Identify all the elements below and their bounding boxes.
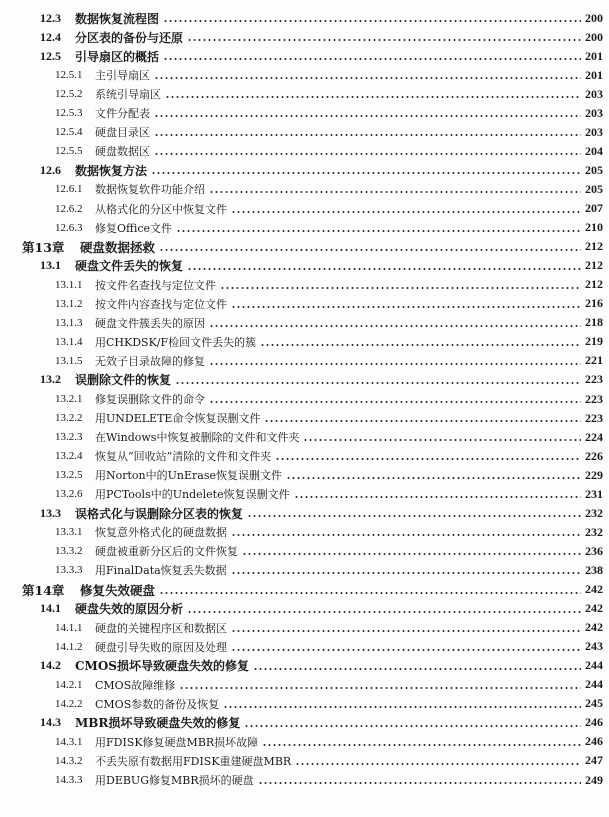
toc-entry-page: 219 bbox=[585, 334, 603, 349]
toc-entry-section bbox=[0, 257, 609, 275]
toc-entry-title: 按文件名查找与定位文件 bbox=[95, 278, 216, 292]
dot-leader bbox=[209, 191, 581, 193]
dot-leader bbox=[220, 287, 581, 289]
dot-leader bbox=[163, 58, 581, 60]
toc-entry-number: 13.2.6 bbox=[55, 488, 83, 501]
toc-entry-title: 数据恢复软件功能介绍 bbox=[95, 183, 205, 197]
toc-entry-page: 204 bbox=[585, 143, 603, 158]
dot-leader bbox=[275, 458, 581, 460]
toc-entry-page: 226 bbox=[585, 448, 603, 463]
toc-entry-title: 从格式化的分区中恢复文件 bbox=[95, 202, 227, 216]
dot-leader bbox=[242, 553, 581, 555]
toc-entry-sub bbox=[0, 428, 609, 446]
toc-entry-title: CMOS损坏导致硬盘失效的修复 bbox=[75, 659, 249, 674]
toc-entry-page: 244 bbox=[585, 658, 603, 673]
dot-leader bbox=[231, 534, 581, 536]
dot-leader bbox=[209, 363, 581, 365]
toc-entry-number: 14.2.2 bbox=[55, 697, 83, 710]
toc-entry-number: 13.3 bbox=[40, 505, 61, 520]
dot-leader bbox=[187, 611, 581, 613]
toc-entry-title: 误格式化与误删除分区表的恢复 bbox=[75, 506, 244, 521]
toc-entry-page: 243 bbox=[585, 639, 603, 654]
toc-entry-title: 修复失效硬盘 bbox=[80, 582, 156, 598]
toc-entry-section bbox=[0, 47, 609, 65]
toc-entry-number: 12.5.3 bbox=[55, 107, 83, 120]
toc-entry-title: 硬盘失效的原因分析 bbox=[75, 602, 184, 617]
toc-entry-page: 221 bbox=[585, 353, 603, 368]
toc-entry-title: 硬盘文件簇丢失的原因 bbox=[95, 316, 205, 330]
toc-entry-number: 13.1.5 bbox=[55, 354, 83, 367]
toc-entry-sub bbox=[0, 752, 609, 770]
toc-entry-sub bbox=[0, 123, 609, 141]
toc-entry-title: 修复误删除文件的命令 bbox=[95, 393, 205, 406]
toc-entry-number: 13.2.1 bbox=[55, 393, 83, 405]
toc-entry-page: 242 bbox=[585, 601, 603, 616]
dot-leader bbox=[209, 325, 581, 327]
toc-entry-title: 按文件内容查找与定位文件 bbox=[95, 297, 227, 311]
toc-entry-number: 13.2.4 bbox=[55, 450, 83, 463]
dot-leader bbox=[179, 687, 581, 689]
toc-entry-title: 修复Office文件 bbox=[95, 221, 173, 235]
toc-entry-sub bbox=[0, 619, 609, 637]
toc-entry-sub bbox=[0, 485, 609, 503]
toc-entry-page: 232 bbox=[585, 505, 603, 520]
toc-entry-sub bbox=[0, 695, 609, 713]
toc-entry-chapter bbox=[0, 581, 609, 599]
toc-entry-page: 244 bbox=[585, 677, 603, 692]
toc-entry-sub bbox=[0, 771, 609, 789]
toc-entry-page: 212 bbox=[585, 239, 603, 254]
toc-entry-number: 12.6.3 bbox=[55, 221, 83, 234]
toc-entry-title: 数据恢复流程图 bbox=[75, 11, 160, 26]
toc-entry-number: 第14章 bbox=[22, 582, 65, 598]
toc-entry-page: 223 bbox=[585, 410, 603, 425]
toc-entry-page: 203 bbox=[585, 105, 603, 120]
toc-entry-sub bbox=[0, 638, 609, 656]
toc-entry-sub bbox=[0, 66, 609, 84]
toc-entry-page: 246 bbox=[585, 734, 603, 749]
dot-leader bbox=[262, 744, 581, 746]
dot-leader bbox=[253, 668, 581, 670]
toc-entry-title: 分区表的备份与还原 bbox=[75, 30, 184, 45]
dot-leader bbox=[303, 439, 581, 441]
toc-entry-number: 14.3.3 bbox=[55, 774, 83, 786]
dot-leader bbox=[159, 249, 581, 251]
dot-leader bbox=[244, 725, 581, 727]
toc-entry-number: 14.1 bbox=[40, 601, 61, 616]
toc-entry-title: 恢复意外格式化的硬盘数据 bbox=[95, 526, 227, 540]
toc-entry-sub bbox=[0, 104, 609, 122]
dot-leader bbox=[165, 96, 581, 98]
dot-leader bbox=[154, 77, 581, 79]
toc-entry-title: 用PCTools中的Undelete恢复误删文件 bbox=[95, 488, 290, 502]
toc-entry-page: 218 bbox=[585, 315, 603, 330]
toc-entry-number: 14.1.1 bbox=[55, 621, 83, 634]
toc-entry-title: 用FinalData恢复丢失数据 bbox=[95, 564, 227, 578]
toc-entry-sub bbox=[0, 542, 609, 560]
toc-entry-number: 12.6.1 bbox=[55, 183, 83, 196]
dot-leader bbox=[187, 39, 581, 41]
toc-entry-sub bbox=[0, 523, 609, 541]
dot-leader bbox=[264, 420, 581, 422]
dot-leader bbox=[260, 344, 581, 346]
toc-entry-page: 231 bbox=[585, 486, 603, 501]
toc-entry-sub bbox=[0, 295, 609, 313]
dot-leader bbox=[231, 306, 581, 308]
toc-entry-title: 硬盘文件丢失的恢复 bbox=[75, 259, 184, 274]
toc-entry-title: 系统引导扇区 bbox=[95, 88, 161, 102]
toc-entry-sub bbox=[0, 447, 609, 465]
toc-entry-page: 232 bbox=[585, 524, 603, 539]
toc-entry-page: 242 bbox=[585, 582, 603, 596]
toc-entry-title: 硬盘被重新分区后的文件恢复 bbox=[95, 545, 238, 559]
toc-entry-section bbox=[0, 600, 609, 618]
toc-entry-number: 13.2.2 bbox=[55, 412, 83, 425]
toc-entry-number: 13.2 bbox=[40, 372, 61, 387]
toc-entry-page: 203 bbox=[585, 124, 603, 139]
dot-leader bbox=[175, 382, 581, 384]
toc-entry-number: 13.3.3 bbox=[55, 564, 83, 577]
toc-entry-section bbox=[0, 9, 609, 27]
toc-entry-sub bbox=[0, 409, 609, 427]
toc-entry-number: 13.3.2 bbox=[55, 545, 83, 558]
dot-leader bbox=[154, 153, 581, 155]
toc-entry-title: 用UNDELETE命令恢复误删文件 bbox=[95, 412, 261, 426]
toc-entry-title: 硬盘目录区 bbox=[95, 126, 150, 140]
dot-leader bbox=[154, 134, 581, 136]
toc-entry-number: 12.3 bbox=[40, 10, 61, 25]
toc-entry-number: 12.4 bbox=[40, 29, 61, 44]
toc-entry-sub bbox=[0, 314, 609, 332]
toc-entry-page: 216 bbox=[585, 296, 603, 311]
toc-entry-sub bbox=[0, 219, 609, 237]
dot-leader bbox=[163, 20, 581, 22]
toc-entry-title: MBR损坏导致硬盘失效的修复 bbox=[75, 716, 241, 731]
toc-entry-title: 误删除文件的恢复 bbox=[75, 373, 172, 388]
toc-entry-sub bbox=[0, 561, 609, 579]
toc-entry-title: 硬盘的关键程序区和数据区 bbox=[95, 621, 227, 635]
dot-leader bbox=[209, 401, 581, 403]
toc-entry-title: 引导扇区的概括 bbox=[75, 49, 160, 64]
dot-leader bbox=[231, 211, 581, 213]
dot-leader bbox=[187, 268, 581, 270]
dot-leader bbox=[159, 592, 581, 594]
toc-entry-page: 210 bbox=[585, 220, 603, 235]
toc-entry-section bbox=[0, 657, 609, 675]
toc-entry-page: 236 bbox=[585, 543, 603, 558]
toc-entry-number: 12.5 bbox=[40, 48, 61, 63]
dot-leader bbox=[231, 649, 581, 651]
toc-entry-title: 恢复从“回收站”清除的文件和文件夹 bbox=[95, 450, 272, 464]
toc-entry-title: CMOS参数的备份及恢复 bbox=[95, 697, 220, 711]
toc-entry-page: 201 bbox=[585, 67, 603, 82]
toc-entry-number: 12.5.5 bbox=[55, 145, 83, 158]
toc-entry-title: 硬盘数据区 bbox=[95, 145, 150, 159]
toc-entry-number: 14.1.2 bbox=[55, 640, 83, 653]
toc-entry-sub bbox=[0, 390, 609, 408]
toc-entry-page: 201 bbox=[585, 48, 603, 63]
toc-entry-page: 246 bbox=[585, 715, 603, 730]
toc-entry-page: 223 bbox=[585, 372, 603, 387]
toc-entry-number: 13.2.5 bbox=[55, 469, 83, 482]
toc-entry-sub bbox=[0, 676, 609, 694]
toc-entry-page: 224 bbox=[585, 429, 603, 444]
toc-entry-page: 247 bbox=[585, 753, 603, 768]
toc-entry-number: 12.6 bbox=[40, 162, 61, 177]
toc-entry-title: 无效子目录故障的修复 bbox=[95, 354, 205, 368]
toc-entry-page: 223 bbox=[585, 391, 603, 406]
toc-entry-page: 229 bbox=[585, 467, 603, 482]
toc-entry-page: 200 bbox=[585, 10, 603, 25]
toc-entry-sub bbox=[0, 142, 609, 160]
dot-leader bbox=[231, 630, 581, 632]
dot-leader bbox=[154, 115, 581, 117]
dot-leader bbox=[231, 572, 581, 574]
toc-entry-number: 13.1.3 bbox=[55, 316, 83, 329]
toc-entry-page: 245 bbox=[585, 696, 603, 711]
toc-entry-number: 14.2 bbox=[40, 658, 61, 673]
dot-leader bbox=[151, 172, 581, 174]
toc-entry-number: 14.2.1 bbox=[55, 678, 83, 691]
toc-entry-page: 212 bbox=[585, 258, 603, 273]
toc-entry-section bbox=[0, 161, 609, 179]
toc-entry-page: 205 bbox=[585, 181, 603, 196]
toc-entry-number: 12.5.1 bbox=[55, 69, 83, 82]
toc-entry-section bbox=[0, 371, 609, 389]
toc-entry-section bbox=[0, 714, 609, 732]
toc-entry-sub bbox=[0, 180, 609, 198]
toc-entry-title: 文件分配表 bbox=[95, 107, 150, 121]
toc-entry-title: CMOS故障维修 bbox=[95, 678, 176, 692]
dot-leader bbox=[258, 782, 581, 784]
toc-entry-title: 数据恢复方法 bbox=[75, 163, 148, 178]
toc-entry-title: 在Windows中恢复被删除的文件和文件夹 bbox=[95, 431, 300, 445]
toc-entry-title: 硬盘引导失败的原因及处理 bbox=[95, 640, 227, 654]
toc-entry-number: 13.1.4 bbox=[55, 335, 83, 348]
toc-entry-sub bbox=[0, 466, 609, 484]
toc-entry-page: 205 bbox=[585, 162, 603, 177]
toc-entry-title: 用FDISK修复硬盘MBR损坏故障 bbox=[95, 735, 259, 749]
toc-entry-section bbox=[0, 504, 609, 522]
toc-entry-number: 14.3.2 bbox=[55, 754, 83, 767]
toc-entry-page: 212 bbox=[585, 277, 603, 292]
dot-leader bbox=[294, 496, 581, 498]
toc-entry-title: 用DEBUG修复MBR损坏的硬盘 bbox=[95, 774, 254, 787]
toc-entry-page: 203 bbox=[585, 86, 603, 101]
toc-entry-page: 238 bbox=[585, 562, 603, 577]
toc-entry-number: 12.5.4 bbox=[55, 126, 83, 139]
dot-leader bbox=[247, 515, 581, 517]
dot-leader bbox=[295, 763, 581, 765]
toc-entry-number: 12.5.2 bbox=[55, 88, 83, 101]
toc-entry-page: 242 bbox=[585, 620, 603, 635]
toc-entry-number: 14.3.1 bbox=[55, 735, 83, 748]
toc-entry-title: 用CHKDSK/F检回文件丢失的簇 bbox=[95, 335, 257, 349]
toc-entry-section bbox=[0, 28, 609, 46]
toc-entry-number: 13.1 bbox=[40, 258, 61, 273]
toc-entry-number: 13.2.3 bbox=[55, 431, 83, 444]
toc-entry-number: 第13章 bbox=[22, 239, 65, 255]
toc-entry-title: 主引导扇区 bbox=[95, 69, 150, 83]
toc-entry-title: 硬盘数据拯救 bbox=[80, 239, 156, 255]
toc-entry-sub bbox=[0, 276, 609, 294]
toc-entry-sub bbox=[0, 352, 609, 370]
toc-entry-number: 13.1.1 bbox=[55, 278, 83, 291]
dot-leader bbox=[223, 706, 581, 708]
toc-entry-number: 13.1.2 bbox=[55, 297, 83, 310]
toc-entry-number: 12.6.2 bbox=[55, 202, 83, 215]
toc-entry-sub bbox=[0, 200, 609, 218]
toc-entry-sub bbox=[0, 333, 609, 351]
toc-entry-chapter bbox=[0, 238, 609, 256]
toc-entry-title: 不丢失原有数据用FDISK重建硬盘MBR bbox=[95, 754, 292, 768]
toc-entry-page: 200 bbox=[585, 29, 603, 44]
dot-leader bbox=[286, 477, 581, 479]
toc-entry-sub bbox=[0, 85, 609, 103]
toc-entry-sub bbox=[0, 733, 609, 751]
toc-entry-title: 用Norton中的UnErase恢复误删文件 bbox=[95, 469, 282, 483]
toc-entry-number: 14.3 bbox=[40, 715, 61, 730]
toc-entry-number: 13.3.1 bbox=[55, 526, 83, 539]
toc-entry-page: 249 bbox=[585, 772, 603, 787]
dot-leader bbox=[176, 230, 581, 232]
toc-entry-page: 207 bbox=[585, 201, 603, 215]
